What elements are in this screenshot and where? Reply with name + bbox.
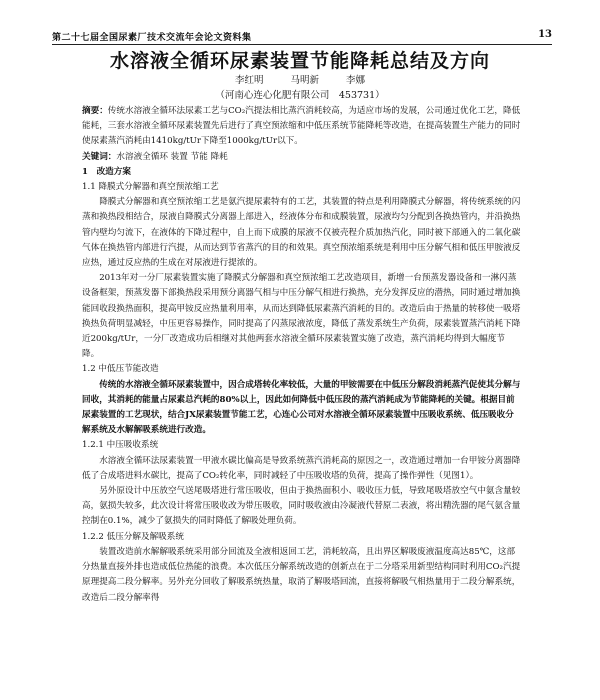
subsubsection-heading: 1.2.2 低压分解及解吸系统 (82, 531, 184, 542)
paragraph: 传统的水溶液全循环尿素装置中，因合成塔转化率较低，大量的甲铵需要在中低压分解段消耗蒸汽促使其分解与回收，其消耗的能量占尿素总汽耗的80%以上，因此如何降低中低压段的蒸汽消耗成为节能降耗的关键。根据目前尿素装置的工艺现状，结合JX尿素装置节能工艺，心连心公司对水溶液全循环尿素装置中压吸收系统、低压吸收分解系统及水解解吸系统进行改造。 (82, 379, 521, 436)
keywords-label: 关键词： (82, 151, 117, 162)
paragraph: 另外原设计中压放空气送尾吸塔进行常压吸收，但由于换热面积小、吸收压力低，导致尾吸塔放空气中氨含量较高，氨损失较多，此次设计将常压吸收改为带压吸收，同时吸收液由冷凝液代替原二表液，将出精洗器的尾气氨含量控制在0.1%，减少了氨损失的同时降低了解吸处理负荷。 (82, 486, 521, 527)
subsection-heading: 1.2 中低压节能改造 (82, 364, 159, 375)
paragraph: 2013年对一分厂尿素装置实施了降膜式分解器和真空预浓缩工艺改造项目，新增一台预蒸发器设备和一淋闪蒸设备框架，预蒸发器下部换热段采用预分离器气相与中压分解气相进行换热，充分发挥反应的潜热，同时通过增加换能回收段换热面积，提高甲铵反应热量利用率，从而达到降低尿素蒸汽消耗的目的。改造后由于热量的转移使一吸塔换热负荷明显减轻，中压更容易操作，同时提高了闪蒸尿液浓度，降低了蒸发系统生产负荷，尿素装置蒸汽消耗下降近200kg/tUr，一分厂改造成功后相继对其他两套水溶液全循环尿素装置实施了改造，蒸汽消耗均得到大幅度节降。 (82, 273, 521, 360)
page-number: 13 (538, 29, 552, 40)
author-list (0, 72, 600, 86)
author: 李红明 (234, 75, 264, 86)
keywords-text: 水溶液全循环 装置 节能 降耗 (116, 151, 228, 162)
section-heading: 1 改造方案 (82, 166, 131, 177)
paragraph: 水溶液全循环法尿素装置一甲液水碳比偏高是导致系统蒸汽消耗高的原因之一，改造通过增加一台甲铵分离器降低了合成塔进料水碳比，提高了CO₂转化率，同时减轻了中压吸收塔的负荷，提高了操作弹性（见图1）。 (82, 455, 521, 481)
running-header (52, 30, 552, 45)
affiliation: （河南心连心化肥有限公司 453731） (215, 90, 385, 101)
subsection-heading: 1.1 降膜式分解器和真空预浓缩工艺 (82, 182, 219, 193)
paper-body (82, 104, 522, 606)
paragraph: 装置改造前水解解吸系统采用部分回流及全液相返回工艺，消耗较高，且出界区解吸废液温度高达85℃，这部分热量直接外排也造成低位热能的浪费。本次低压分解系统改造的创新点在于二分塔采用新型结构同时利用CO₂汽提原理提高二段分解率。另外充分回收了解吸系统热量，取消了解吸塔回流，直接将解吸气相热量用于二段分解系统，改造后二段分解率得 (82, 546, 521, 603)
journal-name: 第二十七届全国尿素厂技术交流年会论文资料集 (52, 33, 252, 43)
keywords (82, 150, 522, 165)
abstract-text: 传统水溶液全循环法尿素工艺与CO₂汽提法相比蒸汽消耗较高，为适应市场的发展，公司通过优化工艺，降低能耗，三套水溶液全循环尿素装置先后进行了真空预浓缩和中低压系统节能降耗等改造，在提高装置生产能力的同时使尿素蒸汽消耗由1410kg/tUr下降至1000kg/tUr以下。 (82, 106, 521, 147)
author: 马明新 (290, 75, 319, 86)
paragraph: 降膜式分解器和真空预浓缩工艺是氨汽提尿素特有的工艺，其装置的特点是利用降膜式分解器，将传统系统的闪蒸和换热段相结合，尿液自降膜式分离器上部进入，经液体分布和成膜装置，尿液均匀分配到各换热管内，并沿换热管内壁均匀流下，在液体的下降过程中，自上而下成膜的尿液不仅被壳程介质加热汽化，同时被下部通入的二氧化碳气体在换热管内部进行汽提，从而达到节省蒸汽的目的和效果。真空预浓缩系统是利用中压分解气相和低压甲胺液反应热，通过反应热的生成在对尿液进行提浓的。 (82, 197, 521, 269)
paper-title: 水溶液全循环尿素装置节能降耗总结及方向 (109, 50, 490, 72)
abstract-label: 摘要： (82, 106, 108, 116)
abstract (82, 104, 522, 150)
author: 李娜 (346, 75, 366, 86)
subsubsection-heading: 1.2.1 中压吸收系统 (82, 440, 159, 451)
